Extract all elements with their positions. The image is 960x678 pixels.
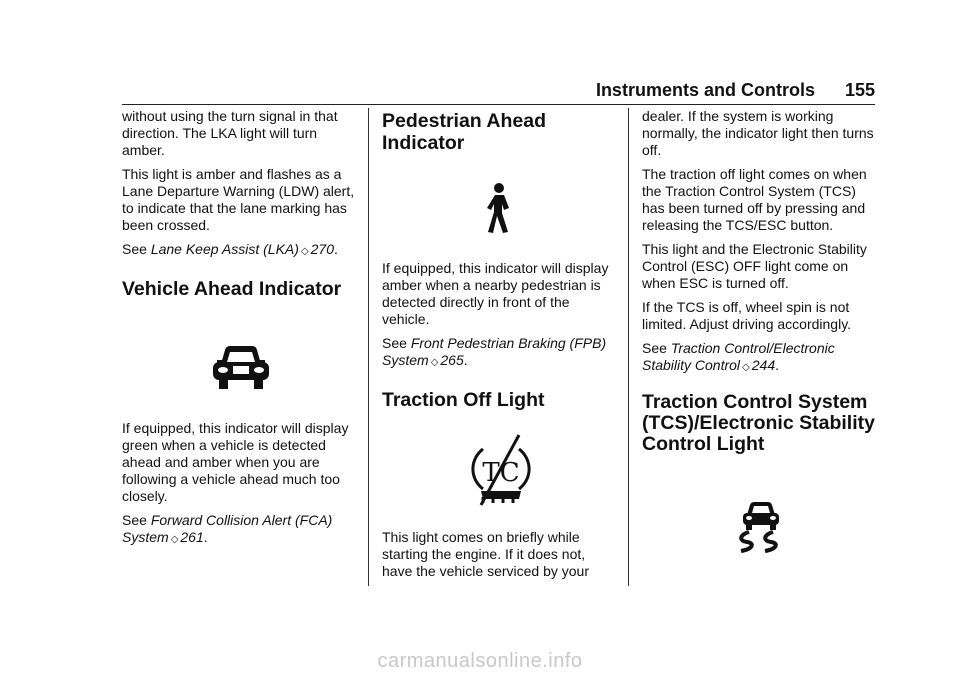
period: .	[775, 357, 779, 373]
page-arrow-icon: ◇	[430, 357, 439, 368]
cross-reference	[122, 241, 359, 260]
page-arrow-icon: ◇	[170, 534, 179, 545]
page-header	[122, 80, 875, 101]
period: .	[203, 529, 208, 545]
traction-control-esc-icon	[642, 501, 879, 553]
watermark: carmanualsonline.info	[377, 650, 583, 672]
period: .	[463, 352, 468, 368]
column-2	[382, 108, 619, 587]
header-rule	[122, 104, 875, 105]
page-arrow-icon: ◇	[300, 246, 309, 257]
see-label: See	[122, 241, 147, 257]
column-1	[122, 108, 359, 555]
pedestrian-ahead-icon	[382, 182, 619, 234]
paragraph: The traction off light comes on when the Traction Control System (TCS) has been turned off by pressing and releasing the TCS/ESC button.	[642, 166, 867, 233]
ref-link-lka[interactable]: Lane Keep Assist (LKA)	[150, 241, 299, 257]
ref-link-tcs-esc[interactable]: Traction Control/Electronic Stability Control	[642, 340, 835, 373]
paragraph: dealer. If the system is working normally, the indicator light then turns off.	[642, 108, 874, 158]
column-divider-2	[628, 108, 629, 586]
page-ref[interactable]: 270	[310, 241, 334, 257]
heading-pedestrian-ahead: Pedestrian Ahead Indicator	[382, 110, 546, 154]
see-label: See	[382, 335, 407, 351]
heading-traction-off: Traction Off Light	[382, 389, 545, 411]
see-label: See	[122, 512, 147, 528]
see-label: See	[642, 340, 667, 356]
paragraph: If equipped, this indicator will display amber when a nearby pedestrian is detected directly in front of the vehicle.	[382, 260, 609, 327]
cross-reference	[382, 335, 619, 371]
paragraph: This light is amber and flashes as a Lane Departure Warning (LDW) alert, to indicate that the lane marking has been crossed.	[122, 166, 355, 233]
heading-tcs-esc: Traction Control System (TCS)/Electronic Stability Control Light	[642, 391, 875, 455]
paragraph: If equipped, this indicator will display green when a vehicle is detected ahead and amber when you are following a vehicle ahead much too closely.	[122, 420, 349, 504]
tc-label: TC	[481, 458, 520, 488]
vehicle-ahead-icon	[122, 344, 359, 392]
page-arrow-icon: ◇	[742, 362, 750, 373]
section-title: Instruments and Controls	[595, 80, 815, 100]
cross-reference	[642, 340, 879, 376]
column-3	[642, 108, 879, 553]
traction-off-icon	[382, 431, 619, 507]
column-divider-1	[368, 108, 369, 586]
ref-link-fca[interactable]: Forward Collision Alert (FCA) System	[122, 512, 333, 545]
paragraph: This light and the Electronic Stability Control (ESC) OFF light come on when ESC is turned off.	[642, 241, 867, 291]
paragraph: If the TCS is off, wheel spin is not limited. Adjust driving accordingly.	[642, 299, 852, 332]
cross-reference	[122, 512, 359, 548]
page-ref[interactable]: 244	[751, 357, 776, 373]
ref-link-fpb[interactable]: Front Pedestrian Braking (FPB) System	[382, 335, 607, 368]
page-ref[interactable]: 265	[440, 352, 464, 368]
paragraph: This light comes on briefly while starting the engine. If it does not, have the vehicle serviced by your	[382, 529, 589, 579]
heading-vehicle-ahead: Vehicle Ahead Indicator	[122, 278, 342, 300]
page-number: 155	[844, 80, 875, 100]
period: .	[334, 241, 338, 257]
paragraph: without using the turn signal in that direction. The LKA light will turn amber.	[122, 108, 338, 158]
page-ref[interactable]: 261	[180, 529, 204, 545]
